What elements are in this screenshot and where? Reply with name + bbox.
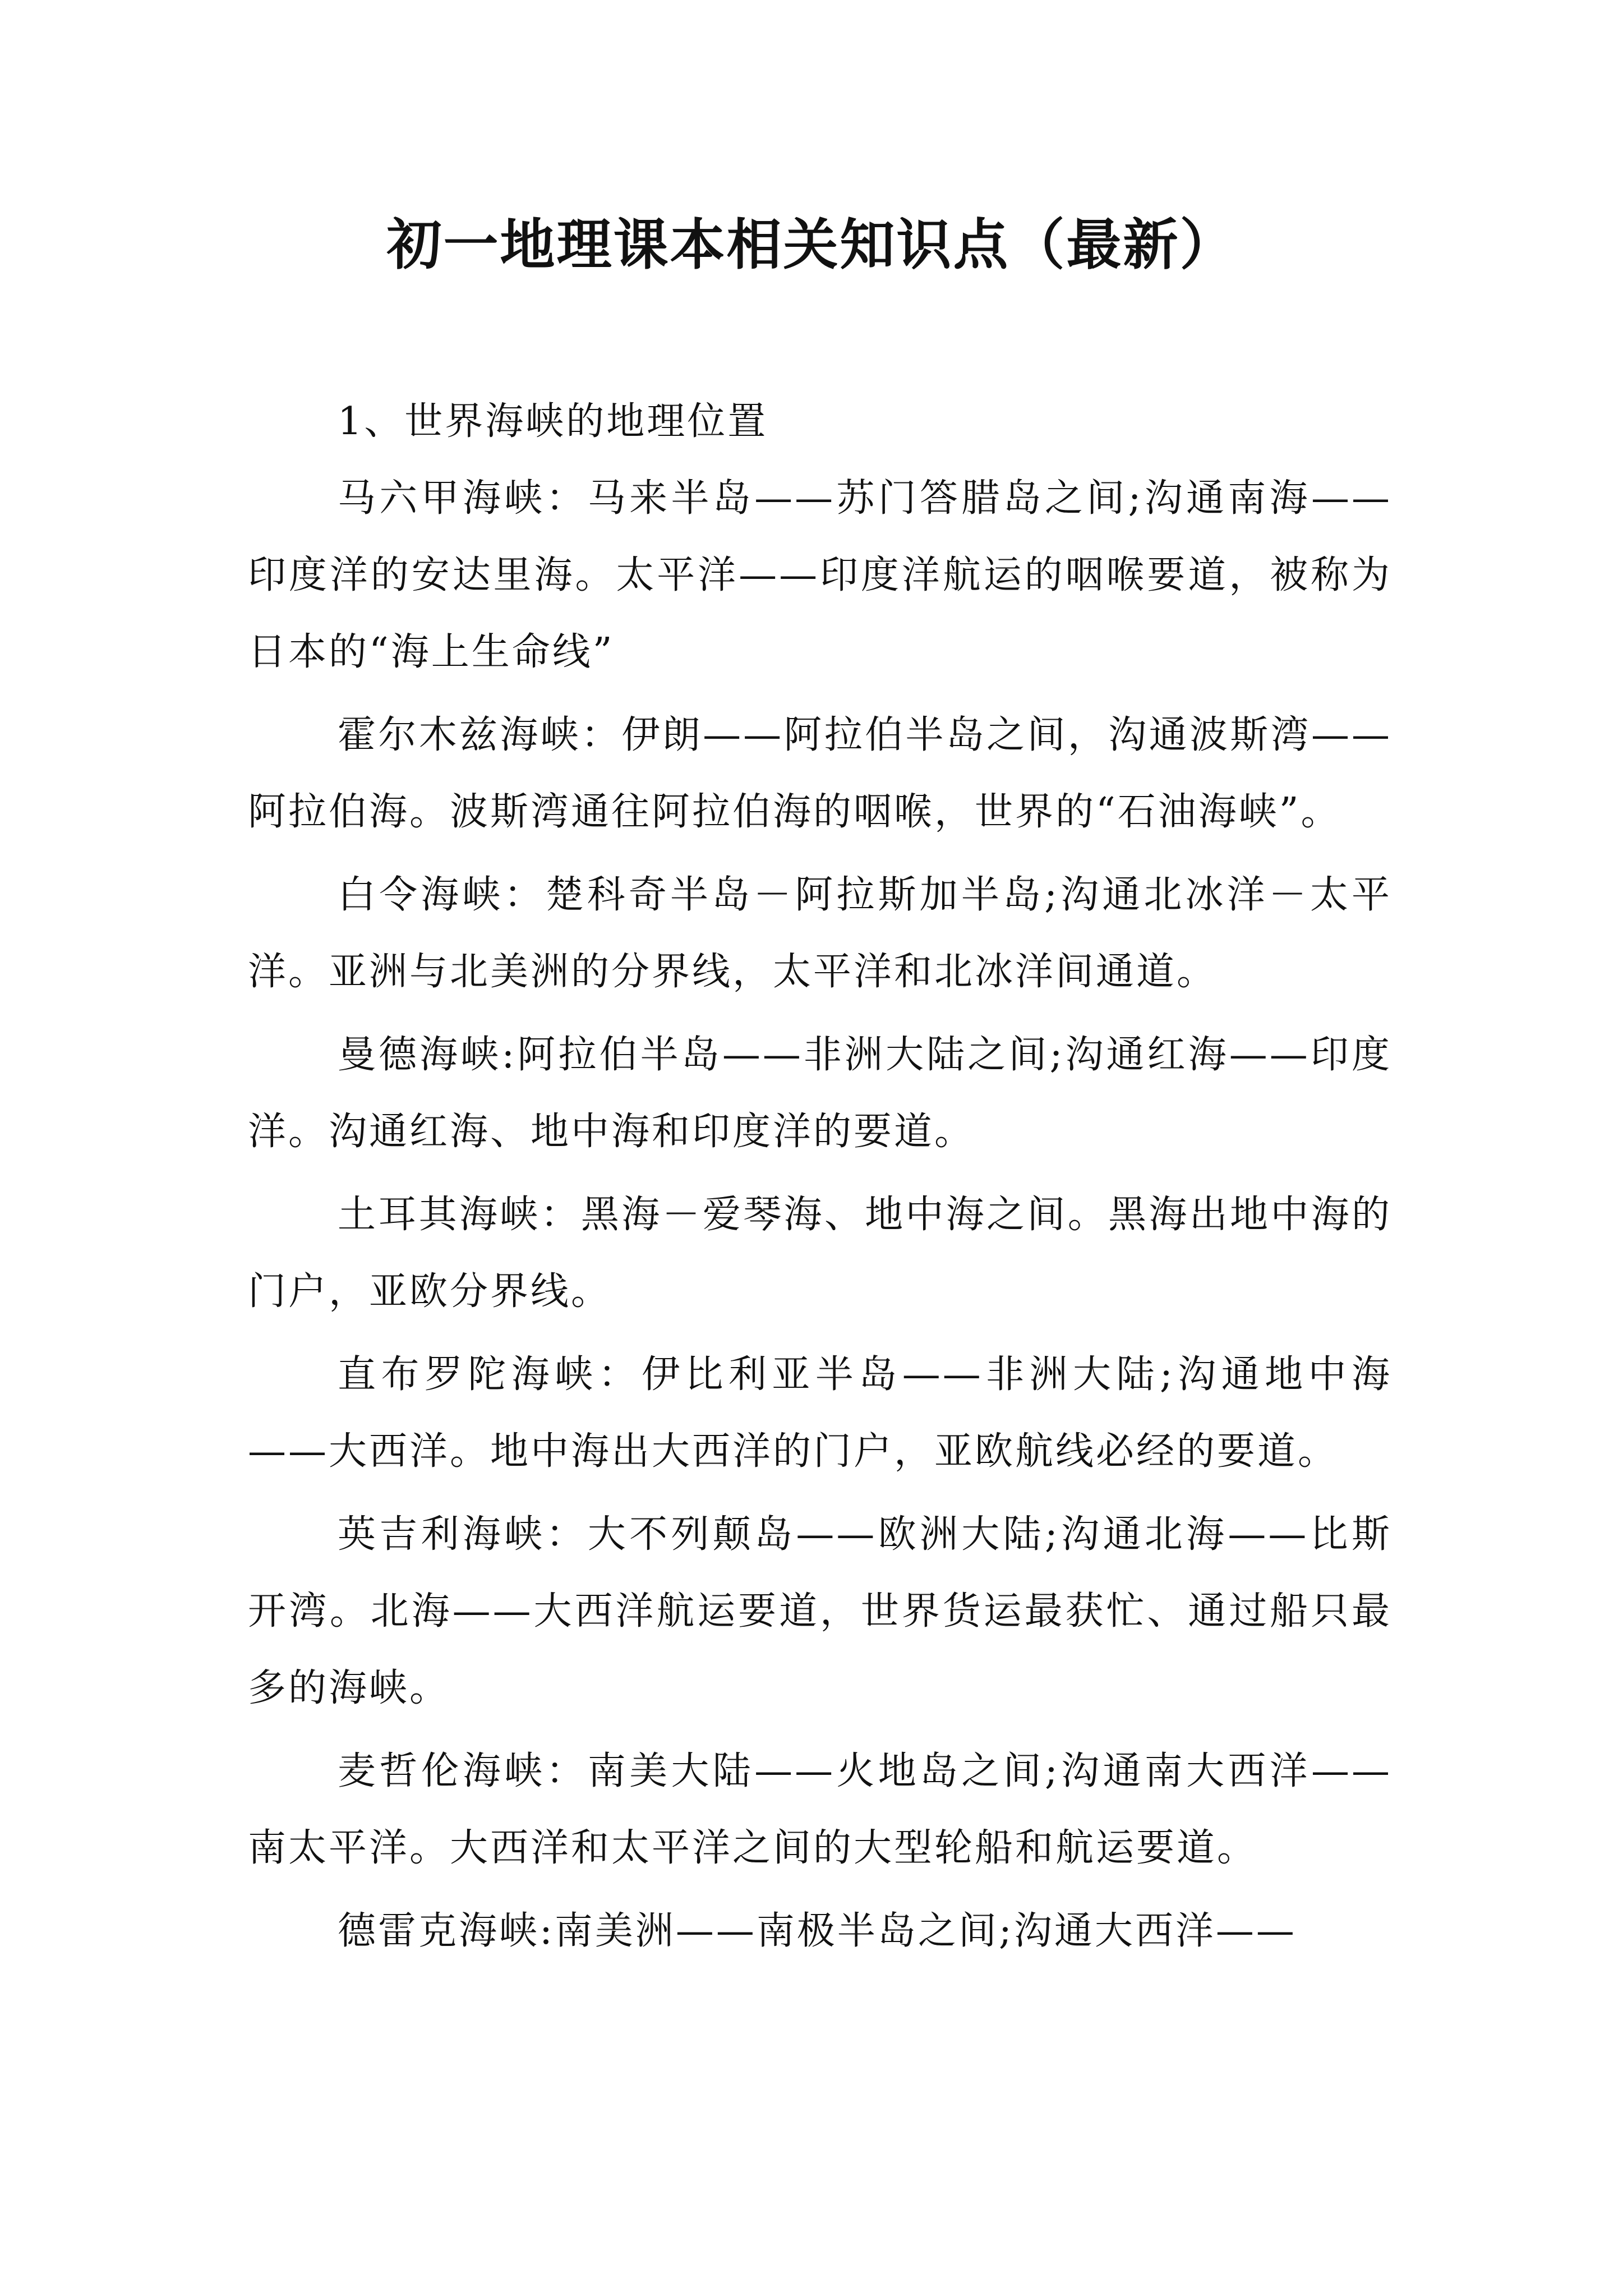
paragraph-hormuz-strait: 霍尔木兹海峡：伊朗——阿拉伯半岛之间，沟通波斯湾——阿拉伯海。波斯湾通往阿拉伯海的咽喉，世界的“石油海峡”。	[248, 713, 1392, 834]
paragraph-english-channel: 英吉利海峡：大不列颠岛——欧洲大陆;沟通北海——比斯开湾。北海——大西洋航运要道，世界货运最获忙、通过船只最多的海峡。	[248, 1512, 1392, 1710]
paragraph-drake-passage: 德雷克海峡:南美洲——南极半岛之间;沟通大西洋——	[338, 1909, 1297, 1953]
paragraph-gibraltar-strait: 直布罗陀海峡：伊比利亚半岛——非洲大陆;沟通地中海——大西洋。地中海出大西洋的门户，亚欧航线必经的要道。	[248, 1352, 1392, 1474]
document-body	[248, 383, 1392, 1976]
paragraph-bering-strait: 白令海峡：楚科奇半岛－阿拉斯加半岛;沟通北冰洋－太平洋。亚洲与北美洲的分界线，太平洋和北冰洋间通道。	[248, 873, 1392, 994]
paragraph-turkish-straits: 土耳其海峡：黑海－爱琴海、地中海之间。黑海出地中海的门户，亚欧分界线。	[248, 1193, 1392, 1314]
paragraph-bab-el-mandeb-strait: 曼德海峡:阿拉伯半岛——非洲大陆之间;沟通红海——印度洋。沟通红海、地中海和印度洋的要道。	[248, 1033, 1392, 1154]
document-title: 初一地理课本相关知识点（最新）	[386, 213, 1237, 277]
paragraph-magellan-strait: 麦哲伦海峡：南美大陆——火地岛之间;沟通南大西洋——南太平洋。大西洋和太平洋之间的大型轮船和航运要道。	[248, 1749, 1392, 1870]
section-heading: 1、世界海峡的地理位置	[338, 399, 768, 444]
paragraph-malacca-strait: 马六甲海峡：马来半岛——苏门答腊岛之间;沟通南海——印度洋的安达里海。太平洋——印度洋航运的咽喉要道，被称为日本的“海上生命线”	[248, 476, 1392, 674]
